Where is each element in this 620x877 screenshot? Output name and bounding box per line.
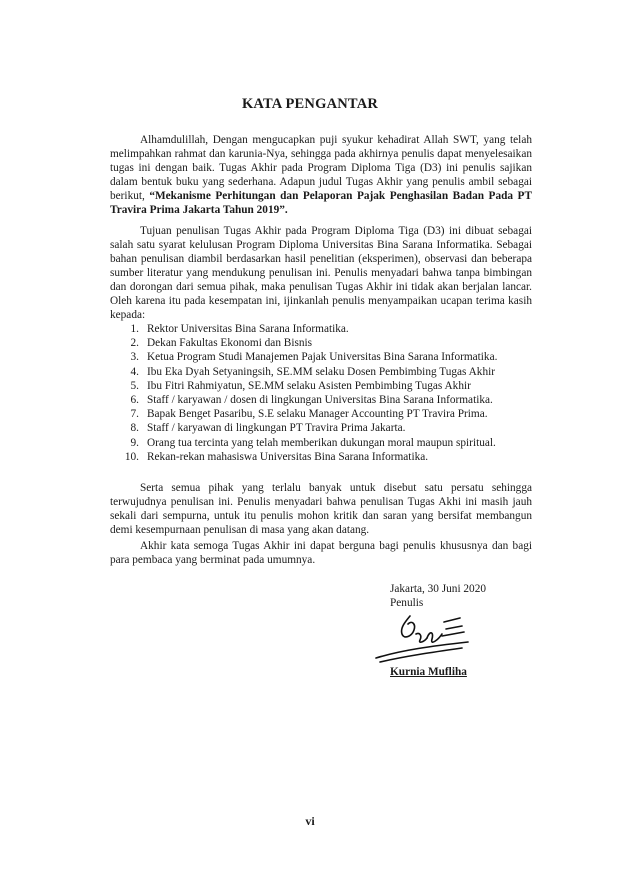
list-item-text: Orang tua tercinta yang telah memberikan dukungan moral maupun spiritual. [147, 436, 496, 449]
signer-role: Penulis [390, 597, 424, 609]
list-item-number: 9. [130, 436, 139, 449]
list-item-text: Ibu Eka Dyah Setyaningsih, SE.MM selaku Dosen Pembimbing Tugas Akhir [147, 365, 496, 378]
list-item [110, 365, 532, 379]
place-date: Jakarta, 30 Juni 2020 [390, 583, 487, 595]
list-item-number: 2. [130, 337, 139, 350]
paragraph-closing [110, 481, 532, 537]
signer-name: Kurnia Mufliha [390, 666, 467, 678]
list-item-number: 6. [130, 394, 139, 407]
thanks-list [110, 322, 532, 464]
paragraph-opening [110, 133, 532, 217]
list-item-number: 10. [124, 450, 139, 463]
list-item [110, 336, 532, 350]
list-item-text: Ibu Fitri Rahmiyatun, SE.MM selaku Asisten Pembimbing Tugas Akhir [147, 379, 471, 392]
paragraph-purpose-text: Tujuan penulisan Tugas Akhir pada Program Diploma Tiga (D3) ini dibuat sebagai salah satu syarat kelulusan Program Diploma Universitas Bina Sarana Informatika. Sebagai bahan penulisan diambil berdasarkan hasil penelitian (eksperimen), observasi dan beberapa sumber literatur yang mendukung penulisan ini. Penulis menyadari bahwa tanpa bimbingan dan dorongan dari semua pihak, maka penulisan Tugas Akhir ini tidak akan berjalan lancar. Oleh karena itu pada kesempatan ini, ijinkanlah penulis menyampaikan ucapan terima kasih kepada: [110, 225, 532, 321]
signature-block [390, 582, 486, 610]
list-item [110, 407, 532, 421]
list-item-text: Staff / karyawan / dosen di lingkungan Universitas Bina Sarana Informatika. [147, 394, 493, 407]
list-item [110, 379, 532, 393]
list-item-text: Rekan-rekan mahasiswa Universitas Bina Sarana Informatika. [147, 450, 429, 463]
handwritten-signature [372, 612, 472, 666]
list-item-text: Ketua Program Studi Manajemen Pajak Universitas Bina Sarana Informatika. [147, 351, 498, 364]
list-item [110, 393, 532, 407]
list-item-number: 4. [130, 365, 139, 378]
list-item-number: 1. [130, 323, 139, 335]
thesis-title: “Mekanisme Perhitungan dan Pelaporan Pajak Penghasilan Badan Pada PT Travira Prima Jakarta Tahun 2019”. [110, 190, 532, 216]
list-item [110, 436, 532, 450]
paragraph-final-text: Akhir kata semoga Tugas Akhir ini dapat berguna bagi penulis khususnya dan bagi para pembaca yang berminat pada umumnya. [110, 540, 532, 566]
list-item-number: 5. [130, 379, 139, 392]
paragraph-closing-text: Serta semua pihak yang terlalu banyak untuk disebut satu persatu sehingga terwujudnya penulisan ini. Penulis menyadari bahwa penulisan Tugas Akhi ini masih jauh sekali dari sempurna, untuk itu penulis mohon kritik dan saran yang bersifat membangun demi kesempurnaan penulisan di masa yang akan datang. [110, 482, 532, 536]
list-item-text: Dekan Fakultas Ekonomi dan Bisnis [147, 337, 313, 350]
list-item [110, 450, 532, 464]
list-item [110, 322, 532, 336]
page-title: KATA PENGANTAR [241, 96, 379, 112]
list-item-text: Bapak Benget Pasaribu, S.E selaku Manager Accounting PT Travira Prima. [147, 408, 488, 421]
list-item-number: 8. [130, 422, 139, 435]
list-item [110, 421, 532, 435]
list-item-text: Staff / karyawan di lingkungan PT Travira Prima Jakarta. [147, 422, 406, 435]
list-item [110, 350, 532, 364]
list-item-text: Rektor Universitas Bina Sarana Informatika. [147, 323, 349, 335]
paragraph-purpose [110, 224, 532, 322]
page-number: vi [305, 814, 315, 828]
paragraph-final [110, 539, 532, 567]
paragraph-opening-text: Alhamdulillah, Dengan mengucapkan puji syukur kehadirat Allah SWT, yang telah melimpahkan rahmat dan karunia-Nya, sehingga pada akhirnya penulis dapat menyelesaikan tugas ini dengan baik. Tugas Akhir pada Program Diploma Tiga (D3) ini penulis sajikan dalam bentuk buku yang sederhana. Adapun judul Tugas Akhir yang penulis ambil sebagai berikut, [110, 134, 532, 202]
list-item-number: 3. [130, 351, 139, 364]
list-item-number: 7. [130, 408, 139, 421]
